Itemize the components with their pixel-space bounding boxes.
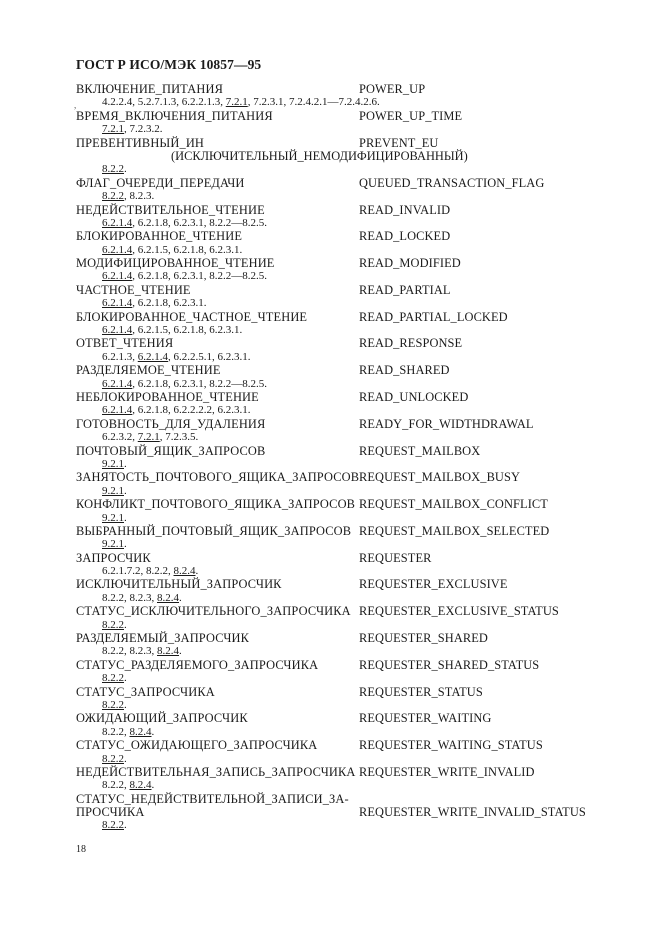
glossary-entry: [76, 177, 636, 204]
term-russian: СТАТУС_НЕДЕЙСТВИТЕЛЬНОЙ_ЗАПИСИ_ЗА-: [76, 791, 349, 806]
glossary-entry: [76, 110, 636, 137]
term-russian: НЕБЛОКИРОВАННОЕ_ЧТЕНИЕ: [76, 389, 259, 404]
term-russian: ВКЛЮЧЕНИЕ_ПИТАНИЯ: [76, 82, 223, 96]
term-russian: СТАТУС_ОЖИДАЮЩЕГО_ЗАПРОСЧИКА: [76, 738, 318, 753]
page-number: 18: [76, 844, 86, 855]
section-references: [76, 645, 636, 658]
reference-text: .: [179, 591, 182, 604]
reference-primary: 6.2.1.4: [102, 324, 133, 337]
section-references: [76, 324, 636, 337]
reference-text: .: [151, 725, 155, 738]
section-references: [76, 726, 636, 739]
glossary-entry: [76, 525, 636, 552]
reference-text: 6.2.1.7.2, 8.2.2,: [102, 565, 174, 578]
reference-text: .: [179, 645, 182, 658]
glossary-entry: [76, 83, 636, 110]
reference-primary: 9.2.1: [102, 484, 124, 497]
reference-text: 6.2.1.3,: [102, 350, 138, 363]
term-english: REQUESTER_WRITE_INVALID_STATUS: [359, 805, 586, 820]
section-references: [76, 378, 636, 391]
section-references: [76, 96, 636, 109]
reference-text: , 7.2.3.5.: [159, 431, 199, 444]
glossary-entry: [76, 204, 636, 231]
reference-text: , 6.2.1.8, 6.2.3.1.: [132, 297, 207, 310]
section-references: [76, 217, 636, 230]
glossary-entry: [76, 659, 636, 686]
reference-primary: 8.2.2: [102, 698, 124, 711]
reference-text: .: [124, 752, 127, 765]
term-russian: КОНФЛИКТ_ПОЧТОВОГО_ЯЩИКА_ЗАПРОСОВ: [76, 497, 356, 512]
reference-primary: 8.2.2: [102, 819, 124, 832]
glossary-entry: [76, 284, 636, 311]
section-references: [76, 512, 636, 525]
glossary-entry: [76, 632, 636, 659]
reference-primary: 6.2.1.4: [102, 216, 133, 229]
section-references: [76, 458, 636, 471]
term-english: PREVENT_EU: [359, 135, 439, 150]
section-references: [76, 699, 636, 712]
glossary-entry: [76, 230, 636, 257]
reference-text: 8.2.2, 8.2.3,: [102, 591, 157, 604]
term-russian: ЗАНЯТОСТЬ_ПОЧТОВОГО_ЯЩИКА_ЗАПРОСОВ: [76, 470, 360, 485]
section-references: [76, 538, 636, 551]
reference-text: .: [124, 672, 127, 685]
reference-text: , 7.2.3.1, 7.2.4.2.1—7.2.4.2.6.: [247, 96, 380, 109]
term-russian: ОЖИДАЮЩИЙ_ЗАПРОСЧИК: [76, 711, 248, 726]
term-russian: ОТВЕТ_ЧТЕНИЯ: [76, 336, 174, 351]
section-references: [76, 565, 636, 578]
reference-text: , 6.2.1.8, 6.2.3.1, 8.2.2—8.2.5.: [132, 216, 267, 229]
term-english: READ_RESPONSE: [359, 336, 463, 351]
term-russian: ФЛАГ_ОЧЕРЕДИ_ПЕРЕДАЧИ: [76, 175, 245, 190]
reference-primary: 6.2.1.4: [102, 377, 133, 390]
reference-primary: 8.2.4: [157, 645, 179, 658]
reference-text: , 6.2.1.5, 6.2.1.8, 6.2.3.1.: [132, 243, 243, 256]
reference-text: .: [124, 538, 127, 551]
reference-text: .: [124, 457, 127, 470]
term-english: READ_INVALID: [359, 202, 451, 217]
reference-text: 8.2.2, 8.2.3,: [102, 645, 157, 658]
term-english: REQUEST_MAILBOX_BUSY: [359, 470, 521, 485]
term-english: READ_UNLOCKED: [359, 389, 469, 404]
term-english: READ_SHARED: [359, 363, 450, 378]
glossary-entry: [76, 311, 636, 338]
reference-primary: 6.2.1.4: [102, 404, 133, 417]
section-references: [76, 753, 636, 766]
reference-primary: 7.2.1: [102, 123, 124, 136]
section-references: [76, 297, 636, 310]
term-english: REQUESTER_WAITING: [359, 711, 492, 726]
glossary-entry: [76, 739, 636, 766]
glossary-entry: [76, 391, 636, 418]
term-russian: ЗАПРОСЧИК: [76, 550, 151, 565]
term-russian: НЕДЕЙСТВИТЕЛЬНАЯ_ЗАПИСЬ_ЗАПРОСЧИКА: [76, 764, 356, 779]
reference-text: .: [195, 565, 199, 578]
term-english: QUEUED_TRANSACTION_FLAG: [359, 175, 545, 190]
glossary-entry: [76, 712, 636, 739]
term-russian: НЕДЕЙСТВИТЕЛЬНОЕ_ЧТЕНИЕ: [76, 202, 265, 217]
term-english: REQUESTER_SHARED: [359, 631, 488, 646]
reference-primary: 9.2.1: [102, 457, 124, 470]
term-russian: ГОТОВНОСТЬ_ДЛЯ_УДАЛЕНИЯ: [76, 416, 266, 431]
term-english: REQUEST_MAILBOX_CONFLICT: [359, 497, 548, 512]
reference-primary: 8.2.2: [102, 752, 124, 765]
term-russian-continued: ПРОСЧИКА: [76, 805, 145, 820]
glossary-entry: [76, 686, 636, 713]
term-english: REQUESTER_SHARED_STATUS: [359, 657, 540, 672]
term-english: REQUESTER_EXCLUSIVE: [359, 577, 508, 592]
glossary-entry: [76, 257, 636, 284]
section-references: [76, 672, 636, 685]
reference-primary: 9.2.1: [102, 511, 124, 524]
reference-text: 6.2.3.2,: [102, 431, 138, 444]
term-russian: РАЗДЕЛЯЕМЫЙ_ЗАПРОСЧИК: [76, 631, 250, 646]
term-english: POWER_UP_TIME: [359, 108, 463, 123]
reference-primary: 8.2.4: [129, 779, 152, 792]
reference-primary: 7.2.1: [225, 96, 248, 109]
glossary-entry: [76, 498, 636, 525]
glossary-entry: [76, 445, 636, 472]
reference-primary: 8.2.4: [173, 565, 196, 578]
reference-primary: 8.2.2: [102, 618, 124, 631]
glossary-entry: [76, 552, 636, 579]
term-english: REQUESTER_EXCLUSIVE_STATUS: [359, 604, 559, 619]
reference-primary: 7.2.1: [137, 431, 160, 444]
term-russian: ИСКЛЮЧИТЕЛЬНЫЙ_ЗАПРОСЧИК: [76, 577, 282, 592]
reference-text: , 8.2.3.: [124, 190, 155, 203]
term-russian: ПРЕВЕНТИВНЫЙ_ИН: [76, 135, 205, 150]
reference-text: 8.2.2,: [102, 779, 130, 792]
term-russian: БЛОКИРОВАННОЕ_ЧАСТНОЕ_ЧТЕНИЕ: [76, 309, 308, 324]
reference-text: .: [124, 484, 127, 497]
glossary-entry: [76, 364, 636, 391]
term-russian: СТАТУС_РАЗДЕЛЯЕМОГО_ЗАПРОСЧИКА: [76, 657, 319, 672]
reference-text: , 7.2.3.2.: [124, 123, 163, 136]
reference-text: .: [124, 163, 127, 176]
section-references: [76, 123, 636, 136]
reference-primary: 8.2.2: [102, 163, 124, 176]
term-russian: СТАТУС_ИСКЛЮЧИТЕЛЬНОГО_ЗАПРОСЧИКА: [76, 604, 351, 619]
term-english: REQUESTER: [359, 550, 432, 565]
reference-text: .: [124, 511, 127, 524]
glossary-entry: [76, 605, 636, 632]
reference-text: .: [124, 618, 127, 631]
section-references: [76, 619, 636, 632]
page-header: ГОСТ Р ИСО/МЭК 10857—95: [76, 57, 262, 72]
term-russian-continued: (ИСКЛЮЧИТЕЛЬНЫЙ_НЕМОДИФИЦИРОВАННЫЙ): [171, 148, 468, 163]
glossary-list: [76, 83, 636, 833]
term-russian: СТАТУС_ЗАПРОСЧИКА: [76, 684, 215, 699]
section-references: [76, 404, 636, 417]
section-references: [76, 244, 636, 257]
term-russian: ВРЕМЯ_ВКЛЮЧЕНИЯ_ПИТАНИЯ: [76, 108, 273, 123]
reference-text: , 6.2.1.8, 6.2.3.1, 8.2.2—8.2.5.: [132, 270, 267, 283]
section-references: [76, 592, 636, 605]
section-references: [76, 431, 636, 444]
reference-primary: 9.2.1: [102, 538, 124, 551]
reference-text: .: [124, 698, 127, 711]
section-references: [76, 485, 636, 498]
reference-text: 4.2.2.4, 5.2.7.1.3, 6.2.2.1.3,: [102, 96, 226, 109]
reference-text: .: [124, 819, 127, 832]
reference-primary: 6.2.1.4: [102, 270, 133, 283]
reference-primary: 6.2.1.4: [102, 297, 133, 310]
section-references: [76, 819, 636, 832]
term-russian: ВЫБРАННЫЙ_ПОЧТОВЫЙ_ЯЩИК_ЗАПРОСОВ: [76, 523, 352, 538]
term-english: READ_MODIFIED: [359, 256, 461, 271]
glossary-entry: [76, 337, 636, 364]
term-english: READ_LOCKED: [359, 229, 451, 244]
reference-text: , 6.2.1.8, 6.2.3.1, 8.2.2—8.2.5.: [132, 377, 267, 390]
glossary-entry: [76, 137, 636, 177]
reference-text: 8.2.2,: [102, 725, 130, 738]
reference-primary: 6.2.1.4: [102, 243, 133, 256]
reference-text: , 6.2.1.5, 6.2.1.8, 6.2.3.1.: [132, 324, 243, 337]
term-russian: БЛОКИРОВАННОЕ_ЧТЕНИЕ: [76, 229, 243, 244]
glossary-entry: [76, 793, 636, 833]
term-russian: МОДИФИЦИРОВАННОЕ_ЧТЕНИЕ: [76, 256, 275, 271]
glossary-entry: [76, 766, 636, 793]
section-references: [76, 190, 636, 203]
term-english: READ_PARTIAL_LOCKED: [359, 309, 508, 324]
term-english: REQUEST_MAILBOX_SELECTED: [359, 523, 550, 538]
glossary-entry: [76, 578, 636, 605]
term-english: REQUESTER_WRITE_INVALID: [359, 764, 535, 779]
section-references: [76, 270, 636, 283]
term-russian: ПОЧТОВЫЙ_ЯЩИК_ЗАПРОСОВ: [76, 443, 266, 458]
reference-text: , 6.2.2.5.1, 6.2.3.1.: [168, 350, 251, 363]
term-russian: РАЗДЕЛЯЕМОЕ_ЧТЕНИЕ: [76, 363, 221, 378]
term-english: REQUESTER_WAITING_STATUS: [359, 738, 543, 753]
term-english: READY_FOR_WIDTHDRAWAL: [359, 416, 534, 431]
section-references: [76, 779, 636, 792]
term-english: REQUESTER_STATUS: [359, 684, 483, 699]
glossary-entry: [76, 471, 636, 498]
reference-primary: 6.2.1.4: [137, 350, 168, 363]
term-english: READ_PARTIAL: [359, 282, 451, 297]
section-references: [76, 163, 636, 176]
stray-mark: ,: [74, 100, 77, 110]
section-references: [76, 351, 636, 364]
term-russian: ЧАСТНОЕ_ЧТЕНИЕ: [76, 282, 191, 297]
glossary-entry: [76, 418, 636, 445]
reference-primary: 8.2.2: [102, 672, 124, 685]
reference-text: .: [151, 779, 155, 792]
term-english: POWER_UP: [359, 82, 426, 96]
term-english: REQUEST_MAILBOX: [359, 443, 481, 458]
reference-text: , 6.2.1.8, 6.2.2.2.2, 6.2.3.1.: [132, 404, 251, 417]
reference-primary: 8.2.4: [157, 591, 179, 604]
reference-primary: 8.2.2: [102, 190, 124, 203]
reference-primary: 8.2.4: [129, 725, 152, 738]
